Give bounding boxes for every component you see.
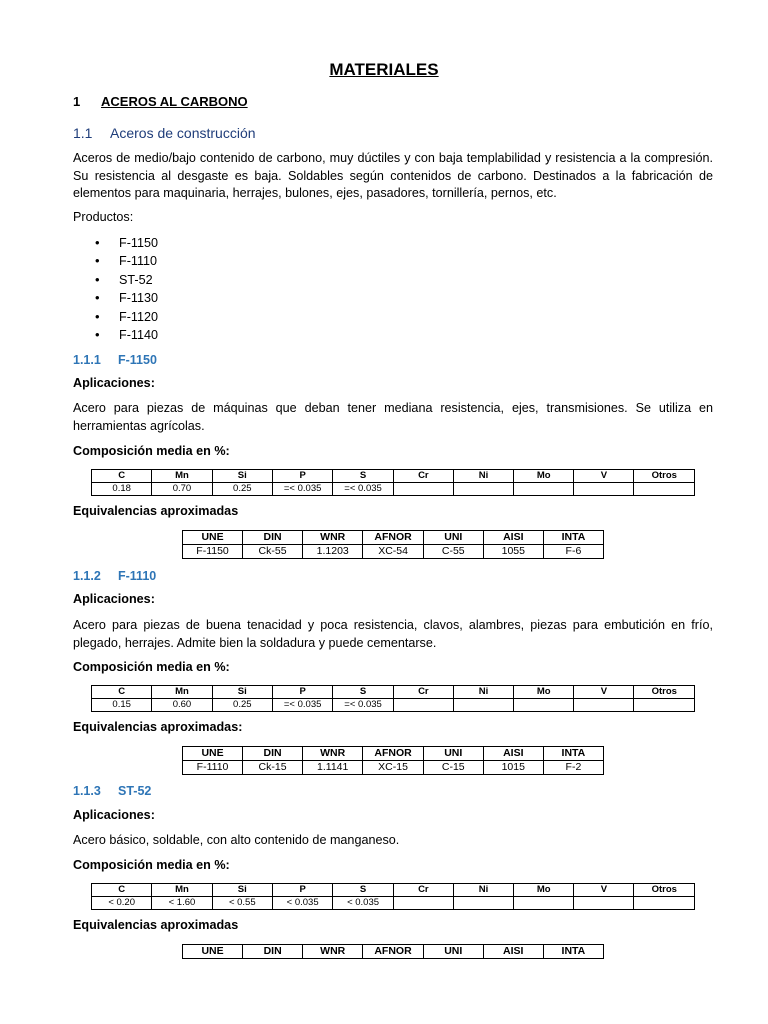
table-cell: C-55 <box>423 545 483 559</box>
equivalences-label: Equivalencias aproximadas <box>73 504 239 518</box>
table-header-cell: AFNOR <box>363 747 423 761</box>
table-cell: F-2 <box>543 761 603 775</box>
table-cell <box>453 897 513 910</box>
heading-number: 1.1.3 <box>73 784 101 798</box>
table-cell <box>453 483 513 496</box>
applications-text: Acero para piezas de buena tenacidad y poca resistencia, clavos, alambres, piezas para embutición en frío, plegado, herrajes. Admite bien la soldadura y puede cementarse. <box>73 618 713 650</box>
equivalences-table <box>182 530 604 559</box>
table-header-cell: AFNOR <box>363 945 423 959</box>
table-header-cell: AISI <box>483 747 543 761</box>
table-header-row <box>92 686 695 699</box>
table-header-cell: UNI <box>423 531 483 545</box>
table-header-cell: INTA <box>543 945 603 959</box>
table-header-cell: V <box>574 884 634 897</box>
table-header-cell: Otros <box>634 686 695 699</box>
list-item: • F-1120 <box>73 308 158 326</box>
table-row <box>183 545 604 559</box>
equivalences-label: Equivalencias aproximadas <box>73 918 239 932</box>
table-header-cell: Otros <box>634 470 695 483</box>
applications-label: Aplicaciones: <box>73 376 155 390</box>
composition-table <box>91 469 695 496</box>
table-header-cell: Si <box>212 686 272 699</box>
table-header-cell: P <box>272 884 332 897</box>
table-cell <box>574 483 634 496</box>
table-cell: < 0.20 <box>92 897 152 910</box>
applications-label: Aplicaciones: <box>73 808 155 822</box>
table-cell <box>634 699 695 712</box>
table-cell <box>634 483 695 496</box>
table-header-cell: Si <box>212 470 272 483</box>
subsection-number: 1.1 <box>73 125 93 141</box>
heading-number: 1.1.1 <box>73 353 101 367</box>
composition-table <box>91 883 695 910</box>
heading-f1110 <box>73 569 156 583</box>
table-header-cell: V <box>574 470 634 483</box>
heading-title: F-1110 <box>118 569 157 583</box>
table-header-cell: Mo <box>514 884 574 897</box>
table-cell: 1055 <box>483 545 543 559</box>
table-row <box>92 483 695 496</box>
composition-label: Composición media en %: <box>73 660 230 674</box>
table-header-cell: C <box>92 884 152 897</box>
table-cell: 1015 <box>483 761 543 775</box>
section-number: 1 <box>73 94 81 109</box>
composition-label: Composición media en %: <box>73 858 230 872</box>
heading-title: F-1150 <box>118 353 157 367</box>
applications-text: Acero para piezas de máquinas que deban tener mediana resistencia, ejes, transmisiones. Se utiliza en herramientas agrícolas. <box>73 401 713 433</box>
table-cell: < 0.035 <box>272 897 332 910</box>
table-cell: Ck-55 <box>243 545 303 559</box>
table-header-cell: UNE <box>183 531 243 545</box>
table-header-cell: AISI <box>483 945 543 959</box>
list-item: • F-1110 <box>73 252 158 270</box>
list-item: • F-1140 <box>73 326 158 344</box>
heading-st52 <box>73 784 151 798</box>
table-cell: 0.25 <box>212 483 272 496</box>
table-cell <box>634 897 695 910</box>
equivalences-label: Equivalencias aproximadas: <box>73 720 243 734</box>
table-cell: 0.60 <box>152 699 212 712</box>
table-header-cell: Ni <box>453 686 513 699</box>
table-header-cell: P <box>272 470 332 483</box>
table-cell: 0.18 <box>92 483 152 496</box>
equivalences-table <box>182 746 604 775</box>
table-header-row <box>92 884 695 897</box>
table-header-cell: Cr <box>393 884 453 897</box>
table-cell: F-1150 <box>183 545 243 559</box>
composition-label: Composición media en %: <box>73 444 230 458</box>
section-title: ACEROS AL CARBONO <box>101 94 248 109</box>
subsection-heading-1-1 <box>73 125 256 141</box>
composition-table <box>91 685 695 712</box>
table-cell: 1.1141 <box>303 761 363 775</box>
table-cell <box>514 699 574 712</box>
table-header-cell: UNI <box>423 747 483 761</box>
table-header-cell: Otros <box>634 884 695 897</box>
table-header-cell: DIN <box>243 945 303 959</box>
table-header-cell: C <box>92 470 152 483</box>
table-cell: XC-15 <box>363 761 423 775</box>
table-cell: 0.25 <box>212 699 272 712</box>
table-header-cell: Mo <box>514 686 574 699</box>
table-header-cell: DIN <box>243 747 303 761</box>
table-header-cell: Si <box>212 884 272 897</box>
table-header-cell: Cr <box>393 686 453 699</box>
table-cell: 0.15 <box>92 699 152 712</box>
table-header-cell: Ni <box>453 470 513 483</box>
heading-f1150 <box>73 353 157 367</box>
table-cell <box>574 897 634 910</box>
table-header-cell: AFNOR <box>363 531 423 545</box>
equivalences-table <box>182 944 604 959</box>
table-cell: 1.1203 <box>303 545 363 559</box>
products-label: Productos: <box>73 210 134 224</box>
subsection-title: Aceros de construcción <box>110 125 256 141</box>
table-header-cell: Ni <box>453 884 513 897</box>
table-cell: F-1110 <box>183 761 243 775</box>
intro-paragraph: Aceros de medio/bajo contenido de carbono, muy dúctiles y con baja templabilidad y resistencia a la compresión. Su resistencia al desgaste es baja. Soldables según contenidos de carbono. Destinados a la fabricación de elementos para maquinaria, herrajes, bulones, ejes, pasadores, tornillería, pernos, etc. <box>73 151 713 200</box>
table-header-cell: AISI <box>483 531 543 545</box>
table-header-cell: INTA <box>543 531 603 545</box>
table-header-cell: UNI <box>423 945 483 959</box>
table-header-cell: INTA <box>543 747 603 761</box>
table-cell <box>393 699 453 712</box>
table-cell: =< 0.035 <box>333 483 393 496</box>
table-cell: Ck-15 <box>243 761 303 775</box>
table-cell <box>514 483 574 496</box>
table-header-cell: Mn <box>152 884 212 897</box>
page-title: MATERIALES <box>329 60 439 79</box>
section-heading-1 <box>73 94 248 109</box>
table-row <box>183 761 604 775</box>
table-cell <box>393 897 453 910</box>
table-cell: < 0.55 <box>212 897 272 910</box>
table-header-cell: DIN <box>243 531 303 545</box>
table-header-cell: V <box>574 686 634 699</box>
table-cell: < 0.035 <box>333 897 393 910</box>
table-cell <box>514 897 574 910</box>
table-header-cell: S <box>333 686 393 699</box>
table-header-cell: Cr <box>393 470 453 483</box>
table-header-cell: Mn <box>152 686 212 699</box>
list-item: • F-1130 <box>73 289 158 307</box>
table-cell: 0.70 <box>152 483 212 496</box>
table-header-cell: UNE <box>183 945 243 959</box>
table-header-cell: Mo <box>514 470 574 483</box>
table-header-row <box>183 945 604 959</box>
table-header-cell: UNE <box>183 747 243 761</box>
table-header-cell: P <box>272 686 332 699</box>
table-row <box>92 699 695 712</box>
table-header-cell: WNR <box>303 747 363 761</box>
heading-number: 1.1.2 <box>73 569 101 583</box>
table-cell: XC-54 <box>363 545 423 559</box>
table-header-row <box>183 531 604 545</box>
products-list <box>73 234 158 344</box>
table-header-cell: C <box>92 686 152 699</box>
table-header-cell: S <box>333 470 393 483</box>
table-row <box>92 897 695 910</box>
table-header-cell: WNR <box>303 531 363 545</box>
table-cell: C-15 <box>423 761 483 775</box>
table-cell <box>574 699 634 712</box>
table-cell <box>393 483 453 496</box>
table-cell <box>453 699 513 712</box>
list-item: • ST-52 <box>73 271 158 289</box>
applications-label: Aplicaciones: <box>73 592 155 606</box>
table-cell: =< 0.035 <box>333 699 393 712</box>
list-item: • F-1150 <box>73 234 158 252</box>
table-header-cell: WNR <box>303 945 363 959</box>
table-cell: =< 0.035 <box>272 699 332 712</box>
table-header-cell: Mn <box>152 470 212 483</box>
table-header-row <box>183 747 604 761</box>
table-cell: F-6 <box>543 545 603 559</box>
table-cell: =< 0.035 <box>272 483 332 496</box>
applications-text: Acero básico, soldable, con alto contenido de manganeso. <box>73 833 400 847</box>
table-cell: < 1.60 <box>152 897 212 910</box>
table-header-row <box>92 470 695 483</box>
heading-title: ST-52 <box>118 784 152 798</box>
table-header-cell: S <box>333 884 393 897</box>
